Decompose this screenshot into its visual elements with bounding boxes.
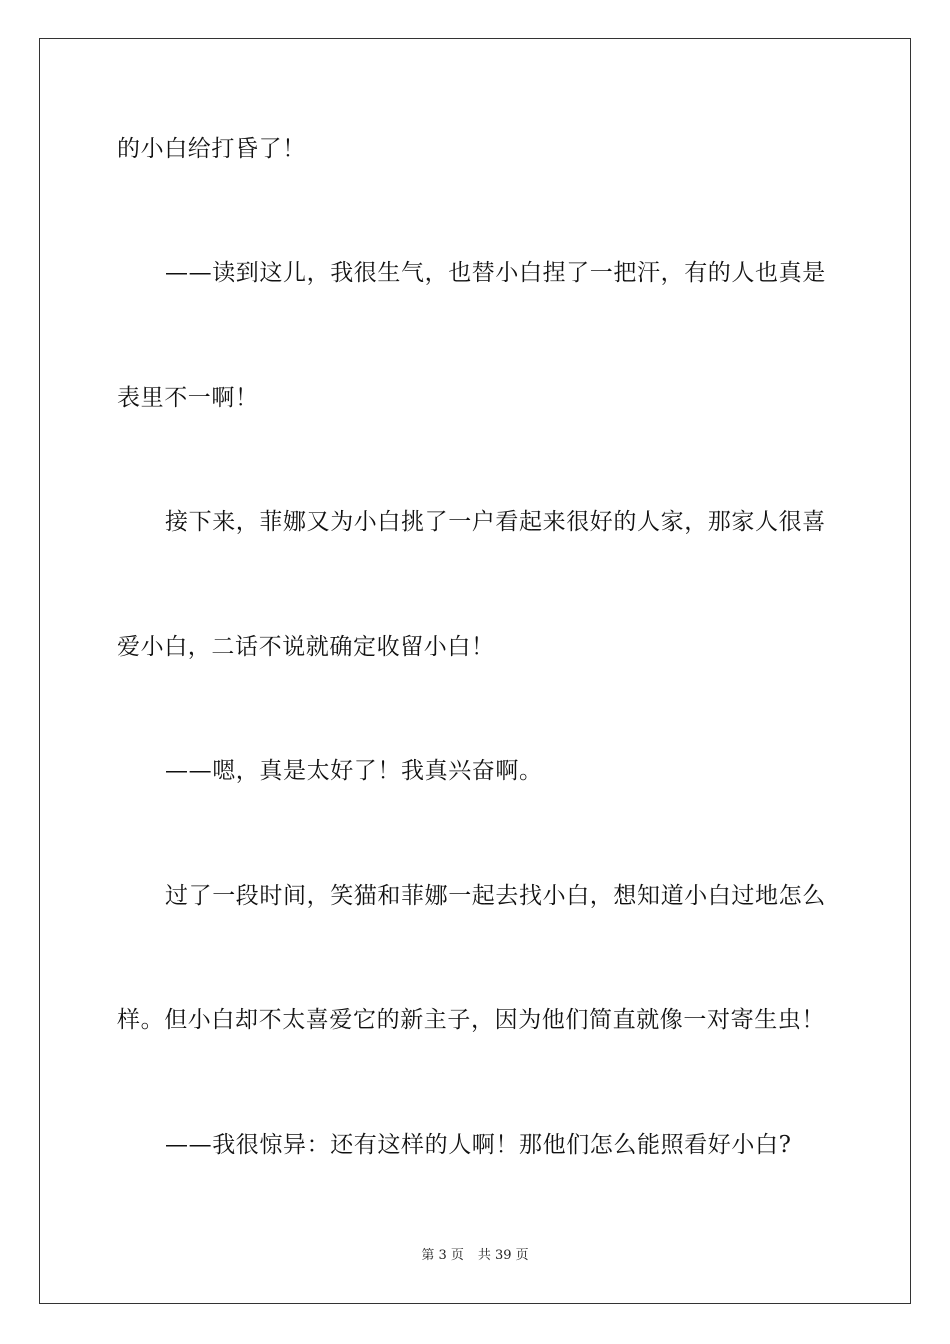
paragraph-line-6: ——嗯，真是太好了！我真兴奋啊。 [165,758,543,784]
paragraph-line-8: 样。但小白却不太喜爱它的新主子，因为他们简直就像一对寄生虫！ [117,1007,825,1033]
paragraph-line-5: 爱小白，二话不说就确定收留小白！ [117,634,495,660]
total-pages: 共 39 页 [477,1248,529,1263]
page-number: 第 3 页 [421,1248,464,1263]
page-border [39,38,911,1304]
paragraph-line-4: 接下来，菲娜又为小白挑了一户看起来很好的人家，那家人很喜 [165,509,826,535]
paragraph-line-1: 的小白给打昏了！ [117,136,306,162]
paragraph-line-7: 过了一段时间，笑猫和菲娜一起去找小白，想知道小白过地怎么 [165,883,826,909]
paragraph-line-2: ——读到这儿，我很生气，也替小白捏了一把汗，有的人也真是 [165,260,826,286]
paragraph-line-3: 表里不一啊！ [117,385,259,411]
page-footer [0,1247,950,1265]
paragraph-line-9: ——我很惊异：还有这样的人啊！那他们怎么能照看好小白? [165,1132,792,1158]
